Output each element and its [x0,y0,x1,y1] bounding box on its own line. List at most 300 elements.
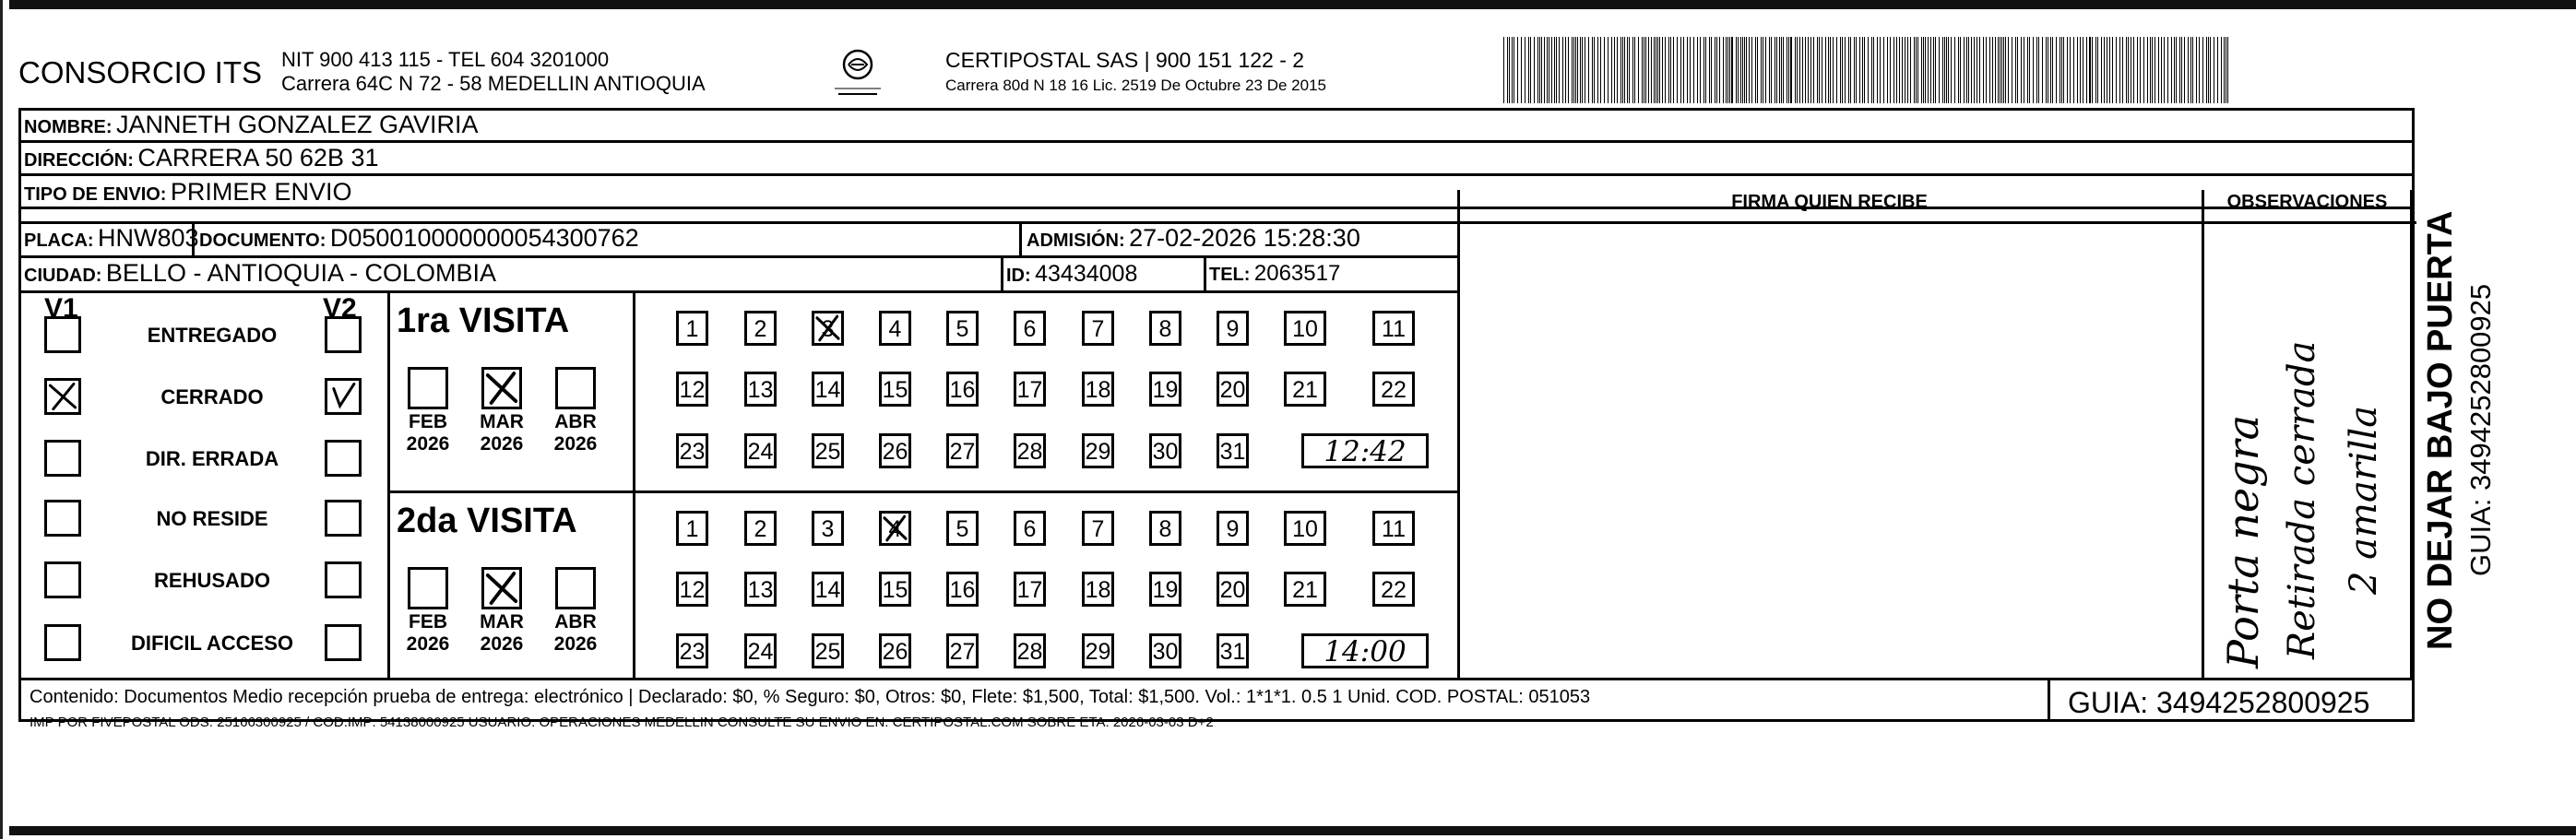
barcode-bar [1979,37,1980,103]
v1-checkbox [44,316,81,353]
row-line [18,173,2415,176]
barcode-bar [1883,37,1884,103]
barcode-bar [2210,37,2211,103]
col-line [387,290,390,678]
barcode-bar [1933,37,1934,103]
barcode-bar [1797,37,1798,103]
barcode-bar [1974,37,1975,103]
barcode-bar [1659,37,1660,103]
month-year: 2026 [553,633,598,655]
barcode-bar [1572,37,1573,103]
barcode-bar [2206,37,2207,103]
nombre-value: JANNETH GONZALEZ GAVIRIA [116,111,479,138]
barcode-bar [2027,37,2028,103]
barcode-bar [1916,37,1917,103]
visit-time-box [1301,433,1429,468]
month-name: MAR [480,611,524,632]
barcode-bar [1799,37,1800,103]
day-box: 15 [879,372,911,407]
col-line [1457,190,1460,679]
barcode-bar [2033,37,2034,103]
row-line [18,290,1459,293]
v2-checkbox [325,440,362,477]
day-box: 24 [744,433,777,468]
barcode-bar [1565,37,1566,103]
barcode-bar [1971,37,1972,103]
documento-label: DOCUMENTO: [199,230,326,251]
day-box: 31 [1217,633,1249,668]
barcode-bar [1597,37,1598,103]
day-box: 10 [1284,511,1326,546]
barcode-bar [1668,37,1669,103]
month-name: MAR [480,411,524,432]
barcode-bar [1582,37,1583,103]
month-name: FEB [409,611,447,632]
col-line [1019,221,1022,255]
month-label [469,411,535,455]
barcode-bar [1948,37,1949,103]
barcode-bar [1709,37,1710,103]
visit-time-box [1301,633,1429,668]
visit-time: 12:42 [1324,435,1407,468]
barcode-bar [1673,37,1674,103]
documento-field [199,224,639,253]
handwritten-x-mark [47,381,78,412]
handwritten-x-mark [484,570,519,607]
barcode-bar [2050,37,2051,103]
month-year: 2026 [406,433,450,455]
barcode-bar [1986,37,1987,103]
v1-checkbox [44,500,81,537]
tipo-label: TIPO DE ENVIO: [24,184,167,205]
barcode-bar [1830,37,1831,103]
day-box: 3 [812,511,844,546]
day-box: 16 [946,572,979,607]
barcode-bar [1928,37,1929,103]
barcode-bar [2001,37,2002,103]
month-year: 2026 [480,633,524,655]
barcode-bar [2052,37,2053,103]
barcode-bar [2217,37,2218,103]
documento-value: D050010000000054300762 [329,224,639,252]
barcode-bar [1910,37,1911,103]
barcode-bar [1731,37,1733,103]
id-field [1006,261,1137,288]
barcode-bar [2184,37,2185,103]
barcode-bar [1600,37,1601,103]
barcode-bar [2150,37,2151,103]
barcode-bar [1662,37,1663,103]
month-label [395,611,461,656]
barcode-bar [2038,37,2039,103]
barcode-bar [1729,37,1730,103]
barcode-bar [1690,37,1691,103]
barcode-bar [1817,37,1818,103]
day-box: 20 [1217,372,1249,407]
barcode-bar [2119,37,2120,103]
admision-field [1027,224,1360,253]
v1-checkbox [44,624,81,661]
barcode-bar [1680,37,1681,103]
barcode-bar [1528,37,1529,103]
direccion-label: DIRECCIÓN: [24,150,134,171]
col-line [1204,255,1206,290]
tel-value: 2063517 [1253,261,1341,286]
day-box: 11 [1372,511,1415,546]
barcode-bar [2095,37,2096,103]
barcode-bar [1629,37,1630,103]
barcode-bar [2196,37,2197,103]
barcode-bar [2181,37,2182,103]
barcode-bar [1873,37,1874,103]
barcode-bar [1781,37,1782,103]
barcode-bar [1507,37,1508,103]
barcode-bar [1556,37,1557,103]
barcode-bar [1711,37,1712,103]
barcode-bar [2176,37,2177,103]
barcode-bar [2122,37,2123,103]
day-box: 4 [879,311,911,346]
barcode-bar [2147,37,2148,103]
left-edge [0,0,3,839]
barcode-bar [1939,37,1940,103]
visit-title: 1ra VISITA [397,301,570,340]
barcode-bar [2061,37,2062,103]
barcode-bar [1868,37,1869,103]
barcode-bar [1989,37,1990,103]
month-name: FEB [409,411,447,432]
day-box: 26 [879,633,911,668]
barcode-bar [2104,37,2105,103]
barcode-bar [1862,37,1863,103]
month-label [542,411,609,455]
barcode-bar [1551,37,1552,103]
observaciones-header: OBSERVACIONES [2226,192,2388,212]
barcode-bar [1683,37,1684,103]
barcode-bar [1765,37,1766,103]
barcode-bar [1983,37,1984,103]
barcode [1503,37,2232,103]
top-border [9,0,2576,9]
tel-field [1209,261,1340,287]
v2-checkbox [325,561,362,598]
day-box: 6 [1014,311,1046,346]
v1-checkbox [44,440,81,477]
barcode-bar [2089,37,2091,103]
ciudad-value: BELLO - ANTIOQUIA - COLOMBIA [105,259,496,287]
barcode-bar [1923,37,1924,103]
barcode-bar [2188,37,2189,103]
barcode-bar [1795,37,1796,103]
tel-label: TEL: [1209,265,1251,285]
placa-field [24,224,199,253]
col-line [2202,190,2204,679]
barcode-bar [1559,37,1560,103]
v1-checkbox [44,378,81,415]
barcode-bar [1617,37,1618,103]
day-box: 14 [812,572,844,607]
barcode-bar [1992,37,1993,103]
day-box: 27 [946,433,979,468]
barcode-bar [2086,37,2087,103]
barcode-bar [1611,37,1612,103]
barcode-bar [2192,37,2193,103]
status-label: DIFICIL ACCESO [130,632,293,655]
company-nit: NIT 900 413 115 - TEL 604 3201000 [281,48,610,71]
day-box: 6 [1014,511,1046,546]
day-box: 19 [1149,372,1181,407]
placa-label: PLACA: [24,230,94,251]
day-box: 7 [1082,511,1114,546]
barcode-bar [1783,37,1784,103]
day-box: 11 [1372,311,1415,346]
day-box: 20 [1217,572,1249,607]
day-box: 18 [1082,372,1114,407]
barcode-bar [2063,37,2064,103]
barcode-bar [1930,37,1931,103]
barcode-bar [1573,37,1574,103]
id-value: 43434008 [1035,261,1138,287]
barcode-bar [1705,37,1706,103]
status-label: DIR. ERRADA [145,447,279,470]
barcode-bar [1921,37,1922,103]
barcode-bar [1736,37,1737,103]
barcode-bar [2112,37,2113,103]
barcode-bar [1575,37,1576,103]
barcode-bar [1746,37,1747,103]
barcode-bar [2199,37,2200,103]
day-box: 12 [676,372,708,407]
barcode-bar [1627,37,1628,103]
barcode-bar [2161,37,2162,103]
direccion-value: CARRERA 50 62B 31 [137,144,379,171]
barcode-bar [2133,37,2134,103]
barcode-bar [2158,37,2159,103]
barcode-bar [1813,37,1814,103]
barcode-bar [1577,37,1578,103]
day-box: 9 [1217,511,1249,546]
barcode-bar [2008,37,2009,103]
day-box: 2 [744,311,777,346]
day-box: 8 [1149,511,1181,546]
barcode-bar [1864,37,1865,103]
firma-header: FIRMA QUIEN RECIBE [1731,192,1928,212]
barcode-bar [1828,37,1829,103]
barcode-bar [1836,37,1837,103]
barcode-bar [2029,37,2030,103]
day-box: 29 [1082,633,1114,668]
barcode-bar [1677,37,1678,103]
day-box: 23 [676,433,708,468]
barcode-bar [2101,37,2102,103]
barcode-bar [1509,37,1510,103]
day-box: 5 [946,311,979,346]
day-box: 29 [1082,433,1114,468]
barcode-bar [1594,37,1595,103]
barcode-bar [1697,37,1698,103]
no-dejar-bajo-puerta: NO DEJAR BAJO PUERTA [2421,210,2460,650]
day-box: 14 [812,372,844,407]
barcode-bar [2140,37,2141,103]
day-box: 13 [744,372,777,407]
barcode-bar [1968,37,1969,103]
barcode-bar [1761,37,1762,103]
day-box: 31 [1217,433,1249,468]
status-label: ENTREGADO [147,324,278,347]
day-box: 12 [676,572,708,607]
barcode-bar [1537,37,1538,103]
footer-guia: GUIA: 3494252800925 [2068,686,2370,719]
barcode-bar [1547,37,1548,103]
footer-contenido: Contenido: Documentos Medio recepción prueba de entrega: electrónico | Declarado: $0, % Seguro: $0, Otros: $0, Flete: $1,500, Total: $1,500. Vol.: 1*1*1. 0.5 1 Unid. COD. POSTAL: 051053 [30,687,1591,707]
barcode-bar [2190,37,2191,103]
day-box: 10 [1284,311,1326,346]
barcode-bar [1802,37,1803,103]
handwritten-x-mark [484,370,519,407]
barcode-bar [1638,37,1639,103]
day-box: 8 [1149,311,1181,346]
month-label [395,411,461,455]
barcode-bar [1887,37,1888,103]
barcode-bar [1850,37,1851,103]
barcode-bar [1871,37,1872,103]
admision-label: ADMISIÓN: [1027,230,1125,251]
barcode-bar [1907,37,1908,103]
barcode-bar [1544,37,1545,103]
col-line [2410,190,2413,679]
month-checkbox [408,567,448,609]
barcode-bar [1755,37,1756,103]
month-checkbox [555,567,596,609]
barcode-bar [1651,37,1652,103]
day-box: 3 [812,311,844,346]
barcode-bar [1958,37,1959,103]
barcode-bar [1534,37,1535,103]
barcode-bar [2116,37,2117,103]
observacion-1: Porta negra [2218,414,2268,668]
barcode-bar [1893,37,1894,103]
barcode-bar [1687,37,1688,103]
barcode-bar [1757,37,1758,103]
barcode-bar [2077,37,2078,103]
barcode-bar [1896,37,1897,103]
barcode-bar [1966,37,1967,103]
day-box: 4 [879,511,911,546]
barcode-bar [1530,37,1531,103]
barcode-bar [1608,37,1609,103]
barcode-bar [1592,37,1593,103]
barcode-bar [1825,37,1826,103]
barcode-bar [2167,37,2168,103]
day-box: 27 [946,633,979,668]
nombre-label: NOMBRE: [24,117,113,137]
bottom-border [9,826,2576,835]
barcode-bar [1788,37,1789,103]
barcode-bar [1925,37,1926,103]
observacion-2: Retirada cerrada [2281,340,2323,659]
side-guia: GUIA: 3494252800925 [2464,283,2497,576]
barcode-bar [1914,37,1915,103]
month-checkbox [481,567,522,609]
month-checkbox [481,367,522,409]
ciudad-label: CIUDAD: [24,266,102,286]
company-address: Carrera 64C N 72 - 58 MEDELLIN ANTIOQUIA [281,72,706,95]
barcode-bar [2005,37,2006,103]
barcode-bar [2003,37,2004,103]
row-line [18,255,1459,258]
observaciones-notes [2209,226,2407,673]
barcode-bar [2143,37,2144,103]
barcode-bar [1842,37,1843,103]
handwritten-x-mark [814,313,841,343]
certipostal-logo [816,44,899,103]
barcode-bar [1723,37,1724,103]
barcode-bar [2137,37,2138,103]
barcode-bar [2070,37,2071,103]
barcode-bar [1539,37,1540,103]
barcode-bar [1942,37,1943,103]
day-box: 1 [676,311,708,346]
barcode-bar [2221,37,2222,103]
day-box: 7 [1082,311,1114,346]
barcode-bar [2224,37,2225,103]
barcode-bar [2073,37,2074,103]
barcode-bar [1954,37,1955,103]
barcode-bar [2067,37,2068,103]
day-box: 17 [1014,372,1046,407]
day-box: 21 [1284,372,1326,407]
barcode-bar [1944,37,1945,103]
barcode-bar [1700,37,1701,103]
status-label: CERRADO [160,385,264,408]
v2-checkbox [325,624,362,661]
month-year: 2026 [480,433,524,455]
barcode-bar [1744,37,1745,103]
barcode-bar [1854,37,1855,103]
barcode-bar [2017,37,2018,103]
barcode-bar [2227,37,2228,103]
barcode-bar [1634,37,1635,103]
barcode-bar [1856,37,1857,103]
barcode-bar [1805,37,1806,103]
barcode-bar [2021,37,2022,103]
barcode-bar [2042,37,2043,103]
nombre-row [24,111,479,139]
barcode-bar [1995,37,1996,103]
day-box: 19 [1149,572,1181,607]
barcode-bar [1877,37,1878,103]
placa-value: HNW803 [98,224,199,252]
v2-checkbox [325,316,362,353]
month-checkbox [555,367,596,409]
barcode-bar [2208,37,2209,103]
status-label: NO RESIDE [156,507,268,530]
barcode-bar [1719,37,1720,103]
barcode-bar [1624,37,1625,103]
visit-title: 2da VISITA [397,502,577,540]
v2-checkbox [325,378,362,415]
month-year: 2026 [553,433,598,455]
barcode-bar [1776,37,1777,103]
v1-checkbox [44,561,81,598]
v2-header: V2 [323,293,357,324]
barcode-bar [1645,37,1646,103]
barcode-bar [1726,37,1727,103]
day-box: 2 [744,511,777,546]
barcode-bar [1657,37,1658,103]
barcode-bar [1620,37,1621,103]
month-label [542,611,609,656]
